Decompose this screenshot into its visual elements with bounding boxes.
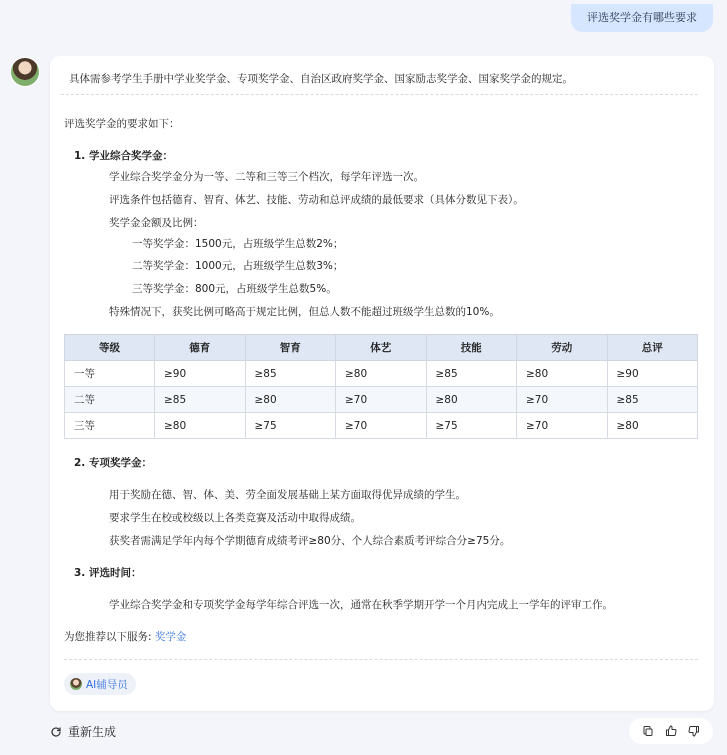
table-header-cell: 劳动	[517, 335, 608, 361]
table-cell: ≥70	[336, 413, 427, 439]
table-header-cell: 德育	[155, 335, 246, 361]
paragraph: 特殊情况下，获奖比例可略高于规定比例，但总人数不能超过班级学生总数的10%。	[109, 306, 500, 318]
recommendation-line	[64, 630, 186, 644]
user-message-bubble: 评选奖学金有哪些要求	[571, 4, 713, 32]
paragraph: 奖学金金额及比例：	[109, 217, 204, 229]
table-cell: ≥85	[607, 387, 698, 413]
scholarship-level: 二等奖学金：1000元，占班级学生总数3%；	[132, 260, 344, 272]
table-header-cell: 智育	[245, 335, 336, 361]
table-row	[65, 387, 698, 413]
table-cell: ≥80	[336, 361, 427, 387]
reply-intro: 评选奖学金的要求如下：	[64, 118, 180, 130]
regenerate-label: 重新生成	[68, 725, 117, 739]
table-row	[65, 361, 698, 387]
table-cell: ≥70	[517, 413, 608, 439]
table-cell: ≥85	[426, 361, 517, 387]
copy-icon[interactable]	[642, 725, 654, 737]
ai-counselor-chip[interactable]	[64, 673, 136, 695]
feedback-actions	[629, 718, 713, 744]
table-cell: 三等	[65, 413, 155, 439]
table-cell: ≥85	[245, 361, 336, 387]
table-cell: ≥75	[245, 413, 336, 439]
table-cell: ≥80	[245, 387, 336, 413]
table-cell: ≥80	[607, 413, 698, 439]
thumbs-down-icon[interactable]	[688, 725, 700, 737]
table-row	[65, 413, 698, 439]
table-cell: ≥80	[517, 361, 608, 387]
assistant-avatar	[10, 57, 40, 87]
divider	[64, 659, 698, 660]
table-cell: ≥70	[336, 387, 427, 413]
table-cell: ≥85	[155, 387, 246, 413]
table-header-row	[65, 335, 698, 361]
paragraph: 学业综合奖学金分为一等、二等和三等三个档次，每学年评选一次。	[109, 171, 424, 183]
table-cell: ≥80	[426, 387, 517, 413]
scholarship-level: 三等奖学金：800元，占班级学生总数5%。	[132, 283, 337, 295]
section-title: 1. 学业综合奖学金：	[74, 150, 173, 162]
paragraph: 学业综合奖学金和专项奖学金每学年综合评选一次，通常在秋季学期开学一个月内完成上一学年的评审工作。	[109, 599, 613, 611]
section-title: 3. 评选时间：	[74, 567, 142, 579]
recommendation-link[interactable]: 奖学金	[154, 631, 187, 643]
section-title: 2. 专项奖学金：	[74, 457, 152, 469]
regenerate-button[interactable]	[50, 723, 116, 740]
table-cell: 一等	[65, 361, 155, 387]
paragraph: 要求学生在校或校级以上各类竞赛及活动中取得成绩。	[109, 512, 361, 524]
table-header-cell: 总评	[607, 335, 698, 361]
reply-note: 具体需参考学生手册中学业奖学金、专项奖学金、自治区政府奖学金、国家励志奖学金、国家奖学金的规定。	[61, 67, 698, 95]
ai-counselor-label: AI辅导员	[86, 678, 128, 691]
counselor-avatar-icon	[70, 678, 82, 690]
scholarship-level: 一等奖学金：1500元，占班级学生总数2%；	[132, 238, 344, 250]
recommendation-label: 为您推荐以下服务:	[64, 631, 155, 643]
table-header-cell: 体艺	[336, 335, 427, 361]
table-cell: ≥75	[426, 413, 517, 439]
grade-requirements-table	[64, 334, 698, 439]
paragraph: 获奖者需满足学年内每个学期德育成绩考评≥80分、个人综合素质考评综合分≥75分。	[109, 535, 511, 547]
thumbs-up-icon[interactable]	[665, 725, 677, 737]
table-header-cell: 技能	[426, 335, 517, 361]
refresh-icon	[50, 726, 62, 738]
table-cell: 二等	[65, 387, 155, 413]
paragraph: 用于奖励在德、智、体、美、劳全面发展基础上某方面取得优异成绩的学生。	[109, 489, 466, 501]
table-cell: ≥90	[155, 361, 246, 387]
table-cell: ≥70	[517, 387, 608, 413]
table-cell: ≥90	[607, 361, 698, 387]
assistant-reply-card	[50, 56, 714, 711]
table-header-cell: 等级	[65, 335, 155, 361]
paragraph: 评选条件包括德育、智育、体艺、技能、劳动和总评成绩的最低要求（具体分数见下表）。	[109, 194, 524, 206]
table-cell: ≥80	[155, 413, 246, 439]
